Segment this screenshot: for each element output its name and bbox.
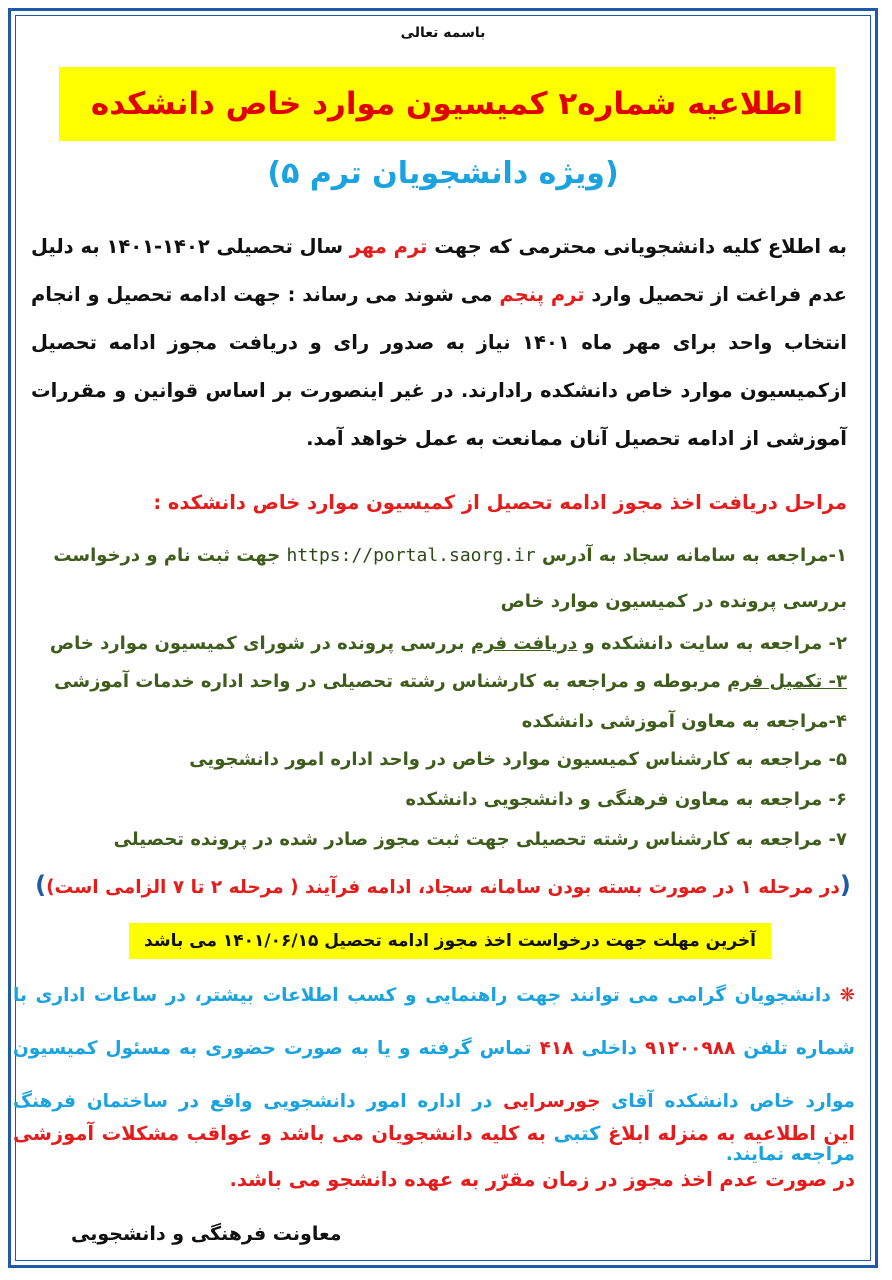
intro-text-3: می شوند می رساند : جهت ادامه تحصیل و انجام انتخاب واحد برای مهر ماه ۱۴۰۱ نیاز به صدور رای و دریافت مجوز ادامه تحصیل ازکمیسیون موارد خاص دانشکده رادارند. در غیر اینصورت بر اساس قوانین و مقررات آموزشی از ادامه تحصیل آنان ممانعت به عمل خواهد آمد. [31, 283, 847, 450]
intro-text-1: به اطلاع کلیه دانشجویانی محترمی که جهت [427, 235, 847, 258]
contact-text-4: در اداره امور دانشجویی واقع در ساختمان فرهنگ مراجعه نمایند. [13, 1091, 855, 1165]
step-5: ۵- مراجعه به کارشناس کمیسیون موارد خاص در واحد اداره امور دانشجویی [189, 749, 847, 770]
step-7: ۷- مراجعه به کارشناس رشته تحصیلی جهت ثبت مجوز صادر شده در پرونده تحصیلی [113, 829, 847, 850]
notice-page [8, 8, 878, 1268]
steps-heading: مراحل دریافت اخذ مجوز ادامه تحصیل از کمیسیون موارد خاص دانشکده : [153, 491, 847, 514]
step-4: ۴-مراجعه به معاون آموزشی دانشکده [521, 711, 847, 732]
contact-text-1: دانشجویان گرامی می توانند جهت راهنمایی و کسب اطلاعات بیشتر، در ساعات اداری با شماره تلفن [13, 985, 855, 1059]
title-highlight [59, 67, 835, 141]
step-6: ۶- مراجعه به معاون فرهنگی و دانشجویی دانشکده [405, 789, 847, 810]
signature: معاونت فرهنگی و دانشجویی [71, 1223, 342, 1245]
final-katbi: کتبی [553, 1122, 601, 1145]
contact-text-2: داخلی [573, 1038, 645, 1059]
phone-number: ۹۱۲۰۰۹۸۸ [644, 1038, 736, 1059]
final-paragraph [13, 1111, 855, 1203]
term-panjom: ترم پنجم [499, 283, 585, 306]
deadline-text: آخرین مهلت جهت درخواست اخذ مجوز ادامه تحصیل ۱۴۰۱/۰۶/۱۵ می باشد [144, 931, 756, 951]
extension-number: ۴۱۸ [539, 1038, 574, 1059]
step-2-text-a: ۲- مراجعه به سایت دانشکده و [577, 633, 847, 654]
step-1 [17, 533, 847, 625]
step-2 [17, 629, 847, 659]
term-mehr: ترم مهر [349, 235, 428, 258]
note-text: در مرحله ۱ در صورت بسته بودن سامانه سجاد، ادامه فرآیند ( مرحله ۲ تا ۷ الزامی است) [46, 877, 840, 898]
note-paren-open: ( [839, 871, 851, 899]
step-2-text-b: بررسی پرونده در شورای کمیسیون موارد خاص [49, 633, 471, 654]
step-1-text-b: جهت ثبت نام و درخواست بررسی پرونده در کمیسیون موارد خاص [53, 545, 847, 612]
note-line [11, 871, 875, 899]
contact-text-3: تماس گرفته و یا به صورت حضوری به مسئول کمیسیون موارد خاص دانشکده آقای [13, 1038, 855, 1112]
note-paren-close: ) [35, 871, 47, 899]
page-subtitle: (ویژه دانشجویان ترم ۵) [267, 156, 619, 191]
intro-paragraph [31, 223, 847, 463]
step-3-underline: ۳- تکمیل فرم [727, 671, 847, 692]
contact-person: جورسرایی [503, 1091, 601, 1112]
intro-text-2: سال تحصیلی ۱۴۰۲-۱۴۰۱ به دلیل عدم فراغت از تحصیل وارد [31, 235, 847, 306]
step-2-underline: دریافت فرم [470, 633, 578, 654]
final-text-1: این اطلاعیه به منزله ابلاغ [600, 1122, 855, 1145]
deadline-highlight [129, 923, 771, 959]
step-3-text: مربوطه و مراجعه به کارشناس رشته تحصیلی در واحد اداره خدمات آموزشی [54, 671, 728, 692]
step-1-text-a: ۱-مراجعه به سامانه سجاد به آدرس [535, 545, 847, 566]
bismillah: باسمه تعالی [400, 25, 486, 41]
step-3 [17, 667, 847, 697]
final-text-2: به کلیه دانشجویان می باشد و عواقب مشکلات آموزشی در صورت عدم اخذ مجوز در زمان مقرّر به عهده دانشجو می باشد. [13, 1122, 855, 1191]
star-icon: ❋ [839, 985, 855, 1006]
page-title: اطلاعیه شماره۲ کمیسیون موارد خاص دانشکده [90, 86, 804, 122]
portal-link[interactable]: https://portal.saorg.ir [286, 545, 536, 566]
